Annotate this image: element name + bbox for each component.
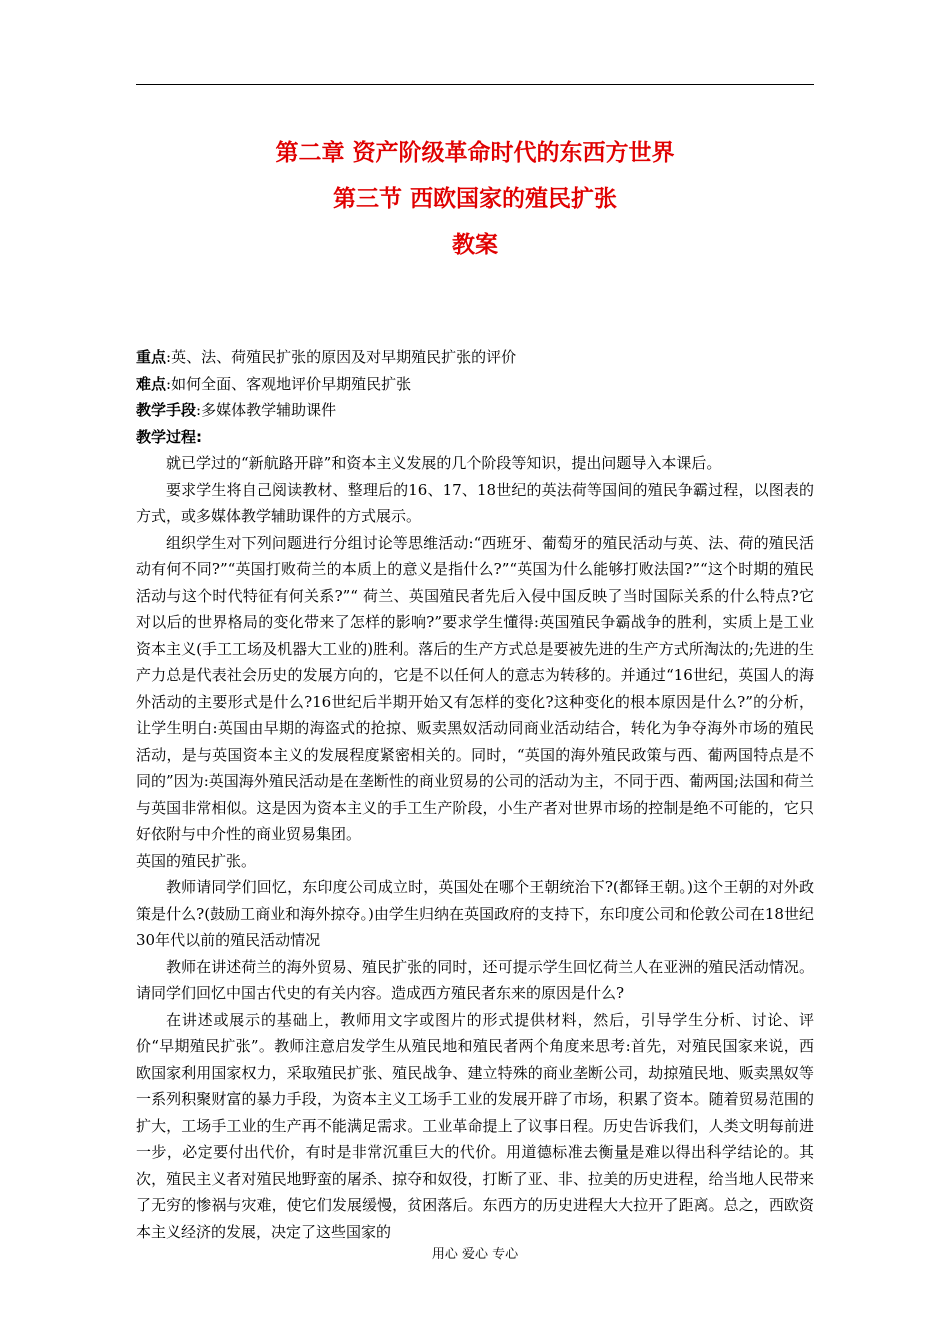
paragraph: 教师请同学们回忆，东印度公司成立时，英国处在哪个王朝统治下?(都铎王朝。)这个王朝的对外政策是什么?(鼓励工商业和海外掠夺。)由学生归纳在英国政府的支持下，东印度公司和伦敦公司在18世纪30年代以前的殖民活动情况 [136,878,814,949]
header-rule [136,84,814,85]
meta-value: : [196,427,203,446]
meta-difficulties [136,371,814,398]
meta-value: :如何全面、客观地评价早期殖民扩张 [166,374,412,393]
paragraph: 要求学生将自己阅读教材、整理后的16、17、18世纪的英法荷等国间的殖民争霸过程，以图表的方式，或多媒体教学辅助课件的方式展示。 [136,480,814,525]
meta-key: 重点 [136,348,167,366]
subheading: 英国的殖民扩张。 [136,851,257,870]
section-title: 第三节 西欧国家的殖民扩张 [332,186,617,212]
meta-key: 难点 [136,374,167,393]
meta-key: 教学手段 [136,401,197,419]
title-block [136,130,814,268]
page-footer: 用心 爱心 专心 [431,1247,519,1262]
meta-teaching-process [136,424,814,451]
meta-key-points [136,344,814,371]
document-kind-title: 教案 [452,232,498,258]
paragraph: 组织学生对下列问题进行分组讨论等思维活动:“西班牙、葡萄牙的殖民活动与英、法、荷的殖民活动有何不同?”“英国打败荷兰的本质上的意义是指什么?”“英国为什么能够打败法国?”“这个时期的殖民活动与这个时代特征有何关系?”“ 荷兰、英国殖民者先后入侵中国反映了当时国际关系的什么特点?它对以后的世界格局的变化带来了怎样的影响?”要求学生懂得:英国殖民争霸战争的胜利，实质上是工业资本主义(手工工场及机器大工业的)胜利。落后的生产方式总是要被先进的生产方式所淘汰的;先进的生产力总是代表社会历史的发展方向的，它是不以任何人的意志为转移的。并通过“16世纪，英国人的海外活动的主要形式是什么?16世纪后半期开始又有怎样的变化?这种变化的根本原因是什么?”的分析，让学生明白:英国由早期的海盗式的抢掠、贩卖黑奴活动同商业活动结合，转化为争夺海外市场的殖民活动，是与英国资本主义的发展程度紧密相关的。同时，“英国的海外殖民政策与西、葡两国特点是不同的”因为:英国海外殖民活动是在垄断性的商业贸易的公司的活动为主，不同于西、葡两国;法国和荷兰与英国非常相似。这是因为资本主义的手工生产阶段，小生产者对世界市场的控制是绝不可能的，它只好依附与中介性的商业贸易集团。 [136,533,814,843]
meta-value: :多媒体教学辅助课件 [196,401,337,419]
meta-teaching-means [136,397,814,424]
paragraph: 就已学过的“新航路开辟”和资本主义发展的几个阶段等知识，提出问题导入本课后。 [166,454,722,472]
meta-key: 教学过程 [136,427,197,446]
paragraph: 教师在讲述荷兰的海外贸易、殖民扩张的同时，还可提示学生回忆荷兰人在亚洲的殖民活动情况。请同学们回忆中国古代史的有关内容。造成西方殖民者东来的原因是什么? [136,957,814,1002]
meta-value: :英、法、荷殖民扩张的原因及对早期殖民扩张的评价 [166,348,517,366]
chapter-title: 第二章 资产阶级革命时代的东西方世界 [275,140,675,166]
document-body [136,344,814,1245]
paragraph: 在讲述或展示的基础上，教师用文字或图片的形式提供材料，然后，引导学生分析、讨论、评价“早期殖民扩张”。教师注意启发学生从殖民地和殖民者两个角度来思考:首先，对殖民国家来说，西欧国家利用国家权力，采取殖民扩张、殖民战争、建立特殊的商业垄断公司，劫掠殖民地、贩卖黑奴等一系列积聚财富的暴力手段，为资本主义工场手工业的发展开辟了市场，积累了资本。随着贸易范围的扩大，工场手工业的生产再不能满足需求。工业革命提上了议事日程。历史告诉我们，人类文明每前进一步，必定要付出代价，有时是非常沉重巨大的代价。用道德标准去衡量是难以得出科学结论的。其次，殖民主义者对殖民地野蛮的屠杀、掠夺和奴役，打断了亚、非、拉美的历史进程，给当地人民带来了无穷的惨祸与灾难，使它们发展缓慢，贫困落后。东西方的历史进程大大拉开了距离。总之，西欧资本主义经济的发展，决定了这些国家的 [136,1010,814,1241]
